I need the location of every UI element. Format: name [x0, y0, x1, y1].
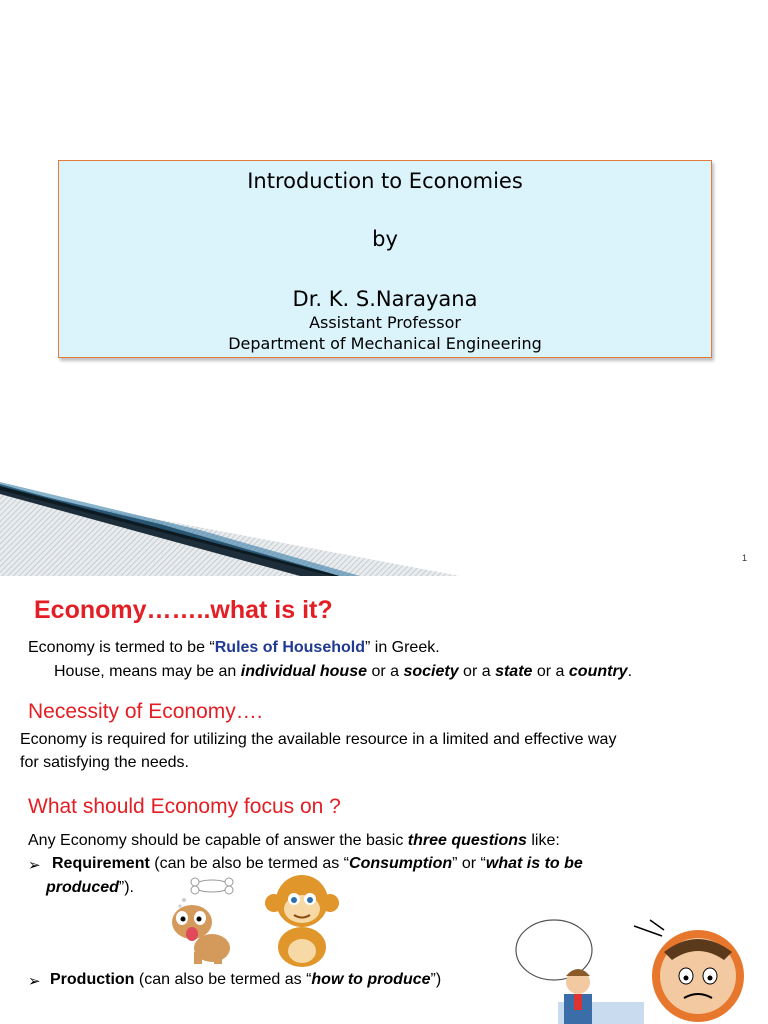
heading-focus: What should Economy focus on ?	[28, 795, 341, 818]
heading-economy: Economy……..what is it?	[34, 596, 333, 624]
author-position: Assistant Professor	[309, 313, 461, 332]
title-box	[58, 160, 712, 358]
dog-cartoon-icon	[162, 872, 242, 966]
monkey-cartoon-icon	[262, 873, 342, 969]
requirement-line: Requirement (can be also be termed as “Consumption” or “what is to be	[52, 855, 583, 872]
house-line: House, means may be an individual house or a society or a state or a country.	[54, 663, 633, 680]
decorative-swoosh	[0, 470, 460, 576]
thinking-person-cartoon-icon	[514, 916, 768, 1024]
production-line: Production (can also be termed as “how to produce”)	[50, 971, 442, 988]
requirement-line-2: produced”).	[46, 879, 134, 896]
bullet-icon-2: ➢	[28, 973, 41, 990]
necessity-para-line1: Economy is required for utilizing the available resource in a limited and effective way	[20, 731, 617, 748]
slide-2	[0, 576, 768, 1024]
necessity-para-line2: for satisfying the needs.	[20, 754, 189, 771]
author-department: Department of Mechanical Engineering	[228, 334, 542, 353]
bullet-icon: ➢	[28, 857, 41, 874]
page-number: 1	[742, 553, 748, 563]
three-questions-line: Any Economy should be capable of answer the basic three questions like:	[28, 832, 560, 849]
author-name: Dr. K. S.Narayana	[292, 287, 478, 311]
slide-title: Introduction to Economies	[247, 169, 523, 193]
heading-necessity: Necessity of Economy….	[28, 700, 263, 723]
by-label: by	[372, 227, 398, 251]
rules-line: Economy is termed to be “Rules of Household” in Greek.	[28, 639, 440, 656]
